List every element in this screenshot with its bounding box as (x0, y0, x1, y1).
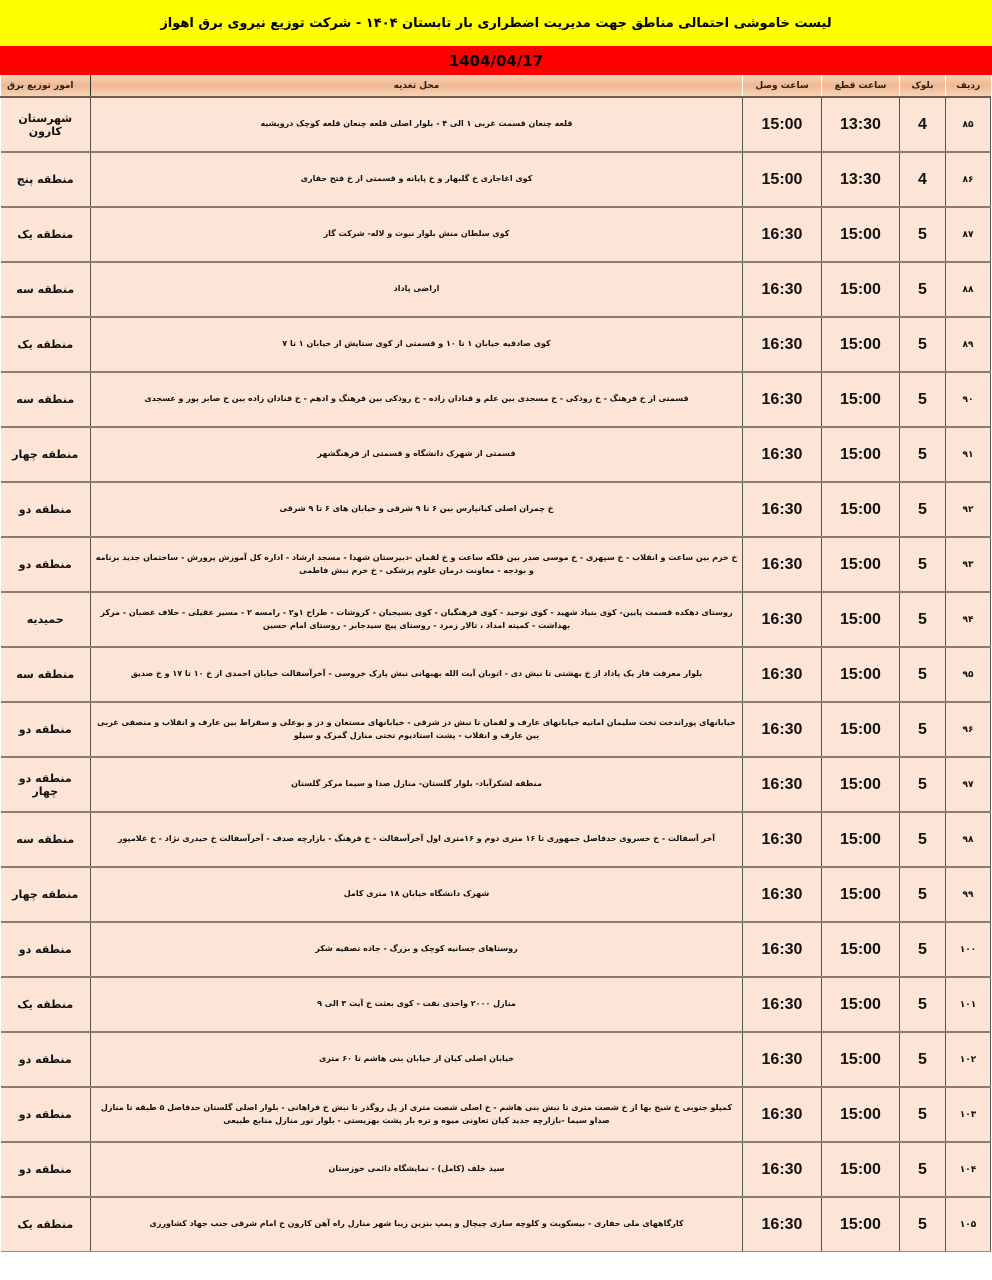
block-cell: 5 (900, 757, 946, 812)
area-cell: منطقه دو (1, 1032, 91, 1087)
reconnect-time-cell: 16:30 (743, 1197, 822, 1252)
location-cell: آخر آسفالت - خ خسروی حدفاصل جمهوری تا ۱۶ متری دوم و ۱۶متری اول آخرآسفالت - خ فرهنگ - بازارچه صدف - آخرآسفالت خ حیدری نژاد - خ غلامپور (91, 812, 743, 867)
page-title: لیست خاموشی احتمالی مناطق جهت مدیریت اضطراری بار تابستان ۱۴۰۴ - شرکت توزیع نیروی برق اهواز (0, 0, 992, 47)
reconnect-time-cell: 16:30 (743, 262, 822, 317)
location-cell: روستای دهکده قسمت پایین- کوی بنیاد شهید - کوی توحید - کوی فرهنگیان - کوی بسیجیان - کروشات - طراح ۱و۲ - رامسه ۲ - مسیر عقیلی - حلاف غضبان - مرکز بهداشت - کمیته امداد ، تالار زمرد - روستای پیچ سیدجابر - روستای امام حسین (91, 592, 743, 647)
location-cell: خیابانهای پوراندخت تخت سلیمان امانیه خیابانهای عارف و لقمان تا نبش دز شرقی - خیابانهای مستعان و دز و بوعلی و سقراط بین عارف و انقلاب و منصفی غربی بین عارف و انقلاب - پشت استادیوم تختی منازل گمرک و سیلو (91, 702, 743, 757)
reconnect-time-cell: 16:30 (743, 482, 822, 537)
row-number-cell: ۹۹ (946, 867, 991, 922)
block-cell: 5 (900, 1142, 946, 1197)
row-number-cell: ۱۰۵ (946, 1197, 991, 1252)
area-cell: منطقه چهار (1, 427, 91, 482)
location-cell: کوی اغاجاری خ گلبهار و خ پایانه و قسمتی از خ فتح حفاری (91, 152, 743, 207)
location-cell: قسمتی از خ فرهنگ - خ رودکی - خ مسجدی بین علم و قنادان زاده - خ رودکی بین فرهنگ و ادهم - خ قنادان زاده بین خ صابر پور و عسجدی (91, 372, 743, 427)
row-number-cell: ۸۸ (946, 262, 991, 317)
area-cell: منطقه یک (1, 207, 91, 262)
location-cell: شهرک دانشگاه خیابان ۱۸ متری کامل (91, 867, 743, 922)
location-cell: خیابان اصلی کیان از خیابان بنی هاشم تا ۶۰ متری (91, 1032, 743, 1087)
location-cell: منطقه لشکرآباد- بلوار گلستان- منازل صدا و سیما مرکز گلستان (91, 757, 743, 812)
location-cell: منازل ۲۰۰۰ واحدی نفت - کوی بعثت خ آیت ۳ الی ۹ (91, 977, 743, 1032)
area-cell: منطقه دو (1, 1142, 91, 1197)
cutoff-time-cell: 15:00 (822, 922, 900, 977)
header-cutoff-time: ساعت قطع (822, 75, 900, 97)
header-reconnect-time: ساعت وصل (743, 75, 822, 97)
cutoff-time-cell: 15:00 (822, 647, 900, 702)
block-cell: 5 (900, 977, 946, 1032)
cutoff-time-cell: 15:00 (822, 977, 900, 1032)
block-cell: 5 (900, 207, 946, 262)
block-cell: 4 (900, 97, 946, 152)
reconnect-time-cell: 16:30 (743, 977, 822, 1032)
table-row (1, 812, 991, 867)
row-number-cell: ۹۶ (946, 702, 991, 757)
cutoff-time-cell: 15:00 (822, 867, 900, 922)
block-cell: 5 (900, 1032, 946, 1087)
area-cell: منطقه سه (1, 647, 91, 702)
table-row (1, 922, 991, 977)
row-number-cell: ۹۳ (946, 537, 991, 592)
reconnect-time-cell: 16:30 (743, 317, 822, 372)
header-block: بلوک (900, 75, 946, 97)
reconnect-time-cell: 16:30 (743, 702, 822, 757)
area-cell: حمیدیه (1, 592, 91, 647)
row-number-cell: ۱۰۲ (946, 1032, 991, 1087)
table-row (1, 482, 991, 537)
table-row (1, 372, 991, 427)
location-cell: کوی سلطان منش بلوار نبوت و لاله- شرکت گاز (91, 207, 743, 262)
cutoff-time-cell: 15:00 (822, 207, 900, 262)
area-cell: شهرستان کارون (1, 97, 91, 152)
table-header-row (1, 75, 991, 97)
row-number-cell: ۱۰۴ (946, 1142, 991, 1197)
area-cell: منطقه دو (1, 922, 91, 977)
location-cell: قسمتی از شهرک دانشگاه و قسمتی از فرهنگشهر (91, 427, 743, 482)
area-cell: منطقه دو (1, 1087, 91, 1142)
area-cell: منطقه سه (1, 812, 91, 867)
location-cell: کارگاههای ملی حفاری - بیسکویت و کلوچه سازی چیچال و پمپ بنزین زیبا شهر منازل راه آهن کارون خ امام شرقی جنب جهاد کشاورزی (91, 1197, 743, 1252)
cutoff-time-cell: 15:00 (822, 537, 900, 592)
location-cell: کوی صادقیه خیابان ۱ تا ۱۰ و قسمتی از کوی ستایش از خیابان ۱ تا ۷ (91, 317, 743, 372)
area-cell: منطقه چهار (1, 867, 91, 922)
block-cell: 5 (900, 1087, 946, 1142)
row-number-cell: ۱۰۱ (946, 977, 991, 1032)
cutoff-time-cell: 15:00 (822, 1142, 900, 1197)
block-cell: 5 (900, 592, 946, 647)
block-cell: 5 (900, 867, 946, 922)
location-cell: سید خلف (کامل) - نمایشگاه دائمی خوزستان (91, 1142, 743, 1197)
cutoff-time-cell: 15:00 (822, 372, 900, 427)
table-row (1, 1142, 991, 1197)
reconnect-time-cell: 16:30 (743, 757, 822, 812)
row-number-cell: ۱۰۳ (946, 1087, 991, 1142)
table-row (1, 152, 991, 207)
reconnect-time-cell: 16:30 (743, 207, 822, 262)
block-cell: 5 (900, 1197, 946, 1252)
cutoff-time-cell: 15:00 (822, 812, 900, 867)
reconnect-time-cell: 16:30 (743, 372, 822, 427)
table-row (1, 1032, 991, 1087)
row-number-cell: ۹۰ (946, 372, 991, 427)
cutoff-time-cell: 15:00 (822, 1087, 900, 1142)
row-number-cell: ۹۸ (946, 812, 991, 867)
table-row (1, 1197, 991, 1252)
block-cell: 4 (900, 152, 946, 207)
cutoff-time-cell: 15:00 (822, 592, 900, 647)
block-cell: 5 (900, 922, 946, 977)
area-cell: منطقه دو (1, 482, 91, 537)
reconnect-time-cell: 16:30 (743, 537, 822, 592)
location-cell: بلوار معرفت فاز یک پاداد از خ بهشتی تا نبش دی - اتوبان آیت الله بهبهانی نبش پارک خروسی - آخرآسفالت خیابان احمدی از خ ۱۰ تا ۱۷ و خ صدیق (91, 647, 743, 702)
reconnect-time-cell: 15:00 (743, 97, 822, 152)
location-cell: اراضی پاداد (91, 262, 743, 317)
cutoff-time-cell: 15:00 (822, 427, 900, 482)
location-cell: کمپلو جنوبی خ شیخ بها از خ شصت متری تا نبش بنی هاشم - خ اصلی شصت متری از پل روگذر تا نبش خ فراهانی - بلوار اصلی گلستان حدفاصل ۵ طبقه تا منازل صداو سیما -بازارچه جدید کیان تعاونی میوه و تره بار پشت بهزیستی - بلوار نور منازل منابع طبیعی (91, 1087, 743, 1142)
row-number-cell: ۹۲ (946, 482, 991, 537)
block-cell: 5 (900, 537, 946, 592)
table-row (1, 647, 991, 702)
reconnect-time-cell: 16:30 (743, 592, 822, 647)
area-cell: منطقه یک (1, 977, 91, 1032)
cutoff-time-cell: 15:00 (822, 482, 900, 537)
row-number-cell: ۹۱ (946, 427, 991, 482)
block-cell: 5 (900, 317, 946, 372)
schedule-date: 1404/04/17 (0, 46, 992, 75)
outage-table (0, 75, 991, 1252)
row-number-cell: ۸۹ (946, 317, 991, 372)
block-cell: 5 (900, 482, 946, 537)
reconnect-time-cell: 15:00 (743, 152, 822, 207)
reconnect-time-cell: 16:30 (743, 922, 822, 977)
block-cell: 5 (900, 262, 946, 317)
area-cell: منطقه دو (1, 702, 91, 757)
cutoff-time-cell: 15:00 (822, 1032, 900, 1087)
table-row (1, 977, 991, 1032)
block-cell: 5 (900, 427, 946, 482)
header-location: محل تغذیه (91, 75, 743, 97)
table-row (1, 97, 991, 152)
location-cell: خ خرم بین ساعت و انقلاب - خ سپهری - خ موسی صدر بین فلکه ساعت و خ لقمان -دبیرستان شهدا - مسجد ارشاد - اداره کل آموزش پرورش - ساختمان جدید برنامه و بودجه - معاونت درمان علوم پزشکی - خ خرم نبش فاطمی (91, 537, 743, 592)
cutoff-time-cell: 15:00 (822, 757, 900, 812)
table-row (1, 1087, 991, 1142)
area-cell: منطقه یک (1, 1197, 91, 1252)
reconnect-time-cell: 16:30 (743, 1087, 822, 1142)
cutoff-time-cell: 13:30 (822, 97, 900, 152)
table-body (1, 97, 991, 1252)
table-row (1, 537, 991, 592)
table-row (1, 207, 991, 262)
table-row (1, 262, 991, 317)
reconnect-time-cell: 16:30 (743, 647, 822, 702)
row-number-cell: ۹۴ (946, 592, 991, 647)
header-row-number: ردیف (946, 75, 991, 97)
cutoff-time-cell: 15:00 (822, 262, 900, 317)
row-number-cell: ۸۵ (946, 97, 991, 152)
table-row (1, 317, 991, 372)
table-row (1, 867, 991, 922)
cutoff-time-cell: 15:00 (822, 1197, 900, 1252)
cutoff-time-cell: 13:30 (822, 152, 900, 207)
table-row (1, 427, 991, 482)
block-cell: 5 (900, 702, 946, 757)
reconnect-time-cell: 16:30 (743, 427, 822, 482)
area-cell: منطقه سه (1, 262, 91, 317)
location-cell: قلعه چنعان قسمت غربی ۱ الی ۴ - بلوار اصلی قلعه چنعان قلعه کوچک درویشیه (91, 97, 743, 152)
location-cell: خ چمران اصلی کیانپارس بین ۶ تا ۹ شرقی و خیابان های ۶ تا ۹ شرقی (91, 482, 743, 537)
reconnect-time-cell: 16:30 (743, 1142, 822, 1197)
area-cell: منطقه دو (1, 537, 91, 592)
reconnect-time-cell: 16:30 (743, 812, 822, 867)
header-area: امور توزیع برق (1, 75, 91, 97)
area-cell: منطقه پنج (1, 152, 91, 207)
block-cell: 5 (900, 372, 946, 427)
row-number-cell: ۱۰۰ (946, 922, 991, 977)
location-cell: روستاهای جسانیه کوچک و بزرگ - جاده تصفیه شکر (91, 922, 743, 977)
area-cell: منطقه سه (1, 372, 91, 427)
row-number-cell: ۹۷ (946, 757, 991, 812)
row-number-cell: ۸۷ (946, 207, 991, 262)
row-number-cell: ۸۶ (946, 152, 991, 207)
cutoff-time-cell: 15:00 (822, 317, 900, 372)
table-row (1, 757, 991, 812)
area-cell: منطقه یک (1, 317, 91, 372)
reconnect-time-cell: 16:30 (743, 1032, 822, 1087)
cutoff-time-cell: 15:00 (822, 702, 900, 757)
block-cell: 5 (900, 812, 946, 867)
block-cell: 5 (900, 647, 946, 702)
table-row (1, 702, 991, 757)
reconnect-time-cell: 16:30 (743, 867, 822, 922)
area-cell: منطقه دو چهار (1, 757, 91, 812)
row-number-cell: ۹۵ (946, 647, 991, 702)
table-row (1, 592, 991, 647)
